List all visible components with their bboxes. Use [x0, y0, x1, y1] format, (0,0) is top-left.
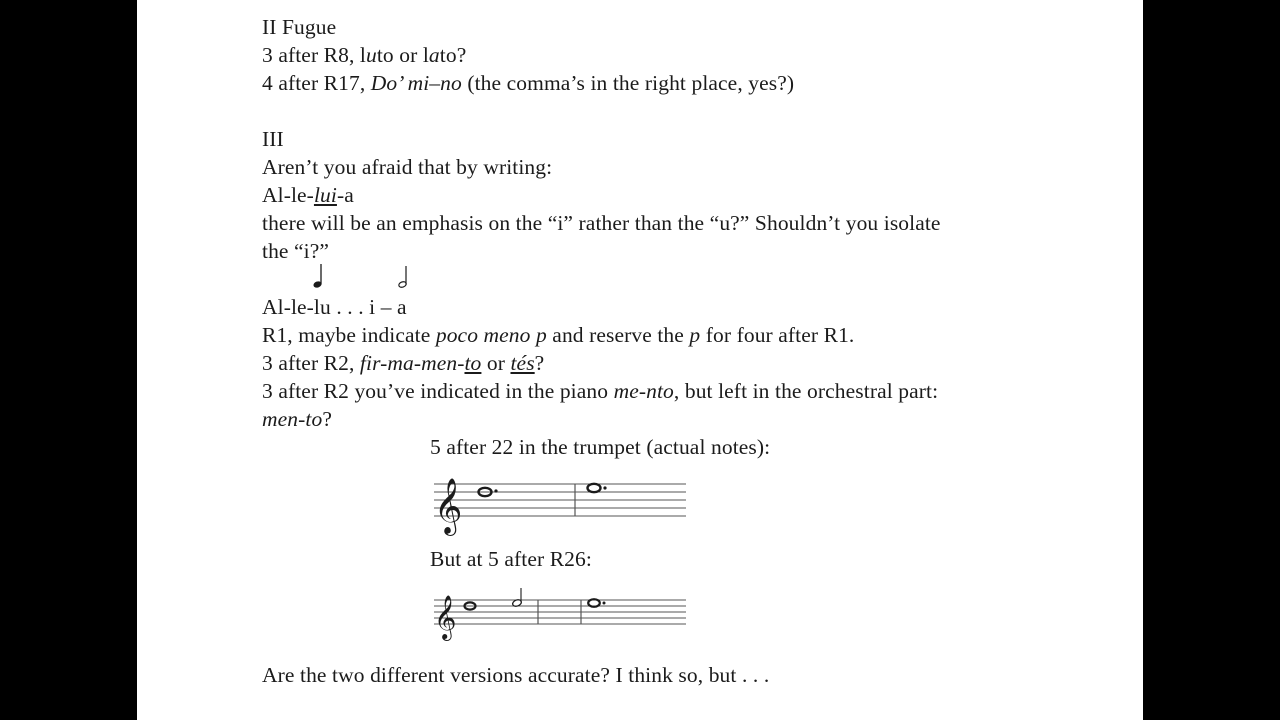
- alleluia-example-1: Al-le-lui-a: [262, 183, 354, 207]
- paragraph-afraid: Aren’t you afraid that by writing:: [262, 155, 553, 179]
- music-staff-r26: [430, 588, 690, 640]
- fugue-line-1: 3 after R8, luto or lato?: [262, 43, 467, 67]
- quarter-note-icon: [312, 262, 324, 290]
- section-three-heading: III: [262, 127, 284, 151]
- treble-clef-icon: 𝄞: [434, 595, 457, 639]
- paragraph-mento: men-to?: [262, 407, 332, 431]
- trumpet-caption: 5 after 22 in the trumpet (actual notes):: [430, 435, 771, 459]
- paragraph-r2-firmamento: 3 after R2, fir-ma-men-to or tés?: [262, 351, 545, 375]
- fugue-line-2: 4 after R17, Do’ mi–no (the comma’s in the right place, yes?): [262, 71, 795, 95]
- whole-note-icon: [588, 484, 601, 492]
- alleluia-example-2: Al-le-lu . . . i – a: [262, 295, 407, 319]
- document-page: [137, 0, 1143, 720]
- paragraph-r2-piano: 3 after R2 you’ve indicated in the piano me-nto, but left in the orchestral part:: [262, 379, 939, 403]
- half-note-icon: [397, 264, 409, 292]
- fugue-heading: II Fugue: [262, 15, 337, 39]
- closing-question: Are the two different versions accurate? I think so, but . . .: [262, 663, 770, 687]
- r26-caption: But at 5 after R26:: [430, 547, 592, 571]
- paragraph-emphasis-2: the “i?”: [262, 239, 330, 263]
- paragraph-r1: R1, maybe indicate poco meno p and reserve the p for four after R1.: [262, 323, 855, 347]
- paragraph-emphasis-1: there will be an emphasis on the “i” rather than the “u?” Shouldn’t you isolate: [262, 211, 941, 235]
- music-staff-trumpet: [430, 472, 690, 534]
- treble-clef-icon: 𝄞: [434, 478, 463, 534]
